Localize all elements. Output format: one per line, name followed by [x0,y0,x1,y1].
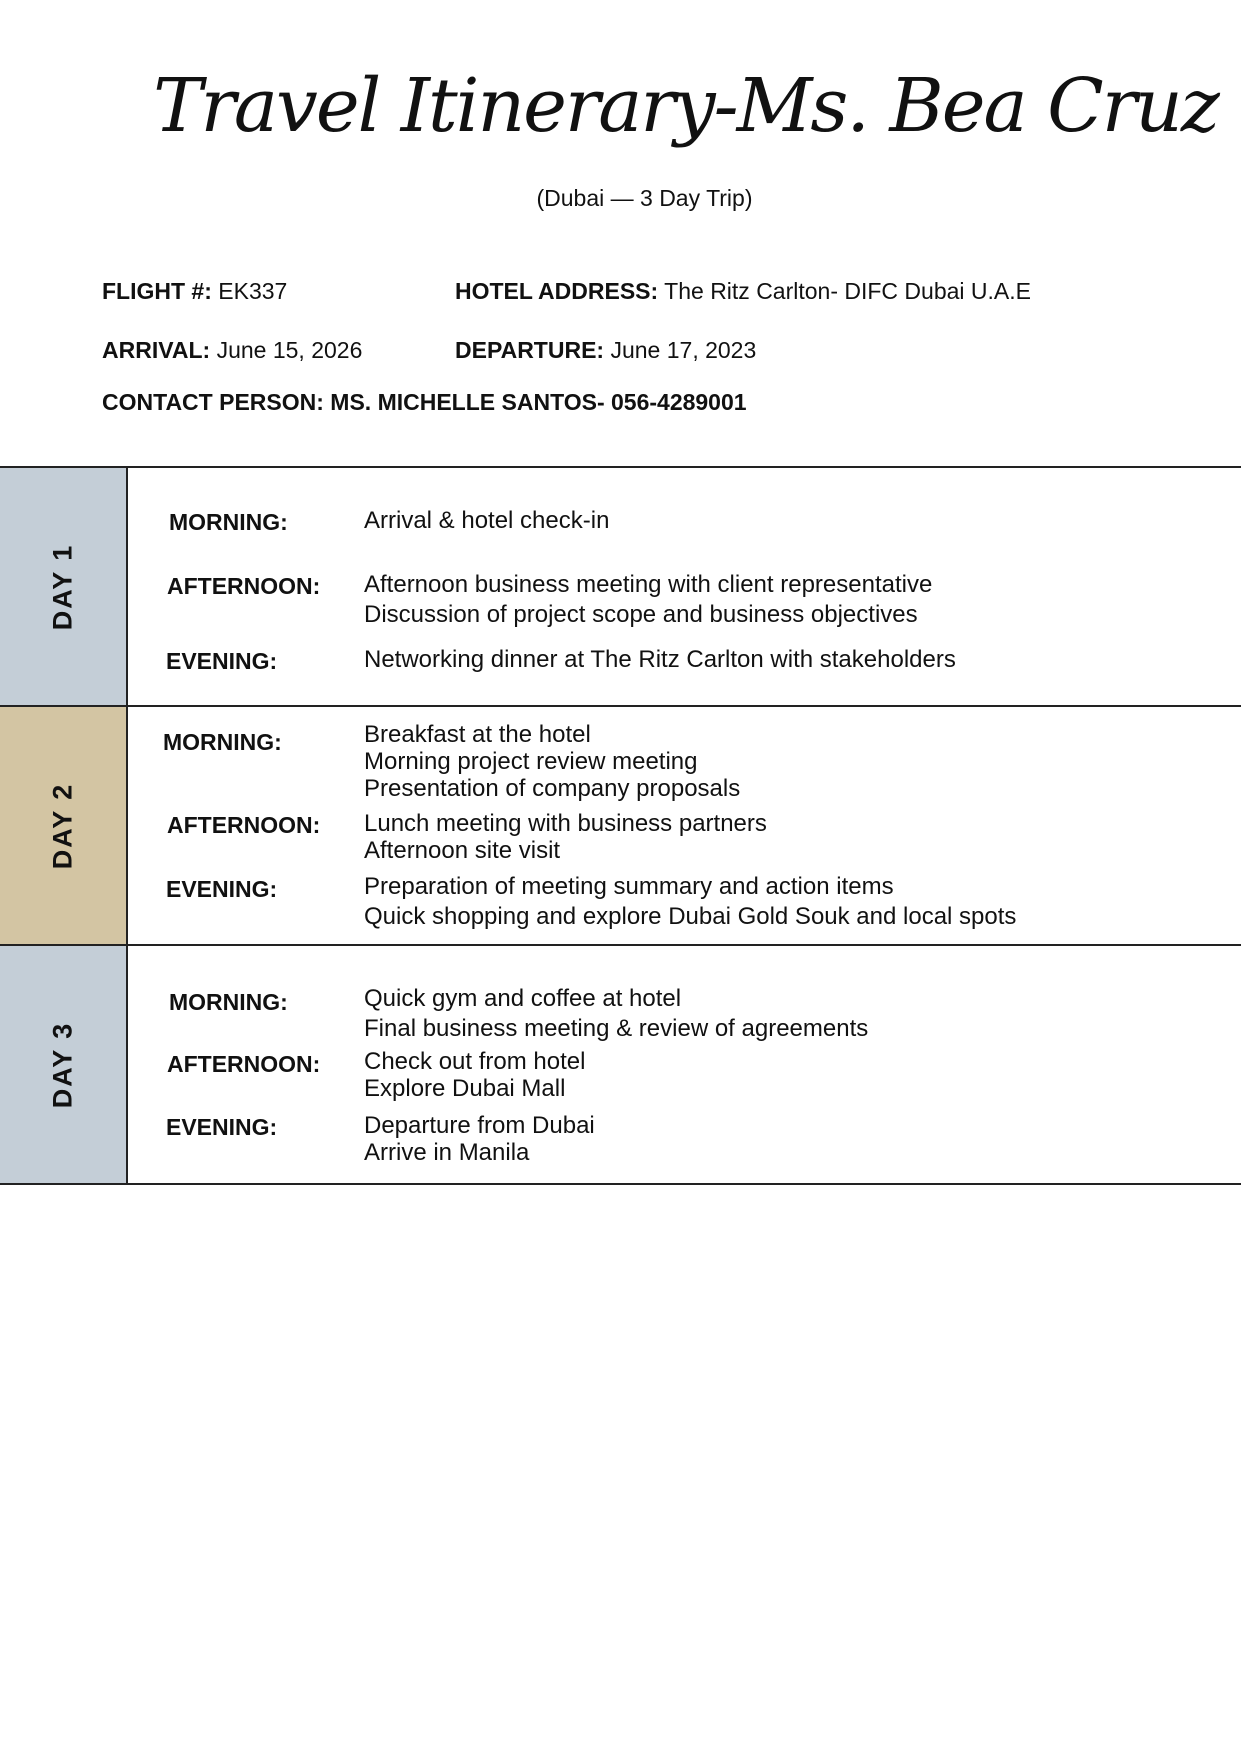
period-label-afternoon: AFTERNOON: [167,573,321,599]
period-activities [364,1112,595,1166]
activity-line: Afternoon site visit [364,837,561,864]
activity-line: Morning project review meeting [364,748,698,775]
day-label: DAY 2 [47,782,78,869]
day-band [0,468,128,705]
period-label-evening: EVENING: [166,1114,278,1140]
activity-line: Lunch meeting with business partners [364,810,767,837]
period-label-evening: EVENING: [166,648,278,674]
contact-person: CONTACT PERSON: MS. MICHELLE SANTOS- 056-4289001 [102,389,747,415]
period-activities [364,872,1016,932]
day-row [0,707,1241,946]
period-activities [364,506,609,536]
period-label-evening: EVENING: [166,876,278,902]
activity-line: Breakfast at the hotel [364,721,591,748]
period-label-afternoon: AFTERNOON: [167,1051,321,1077]
period-activities [364,1048,585,1102]
arrival-label: ARRIVAL: [102,337,211,363]
activity-line: Quick gym and coffee at hotel [364,985,682,1012]
period-label-morning: MORNING: [169,509,288,535]
activity-line: Final business meeting & review of agreements [364,1015,869,1042]
arrival-value: June 15, 2026 [216,337,363,363]
day-row [0,468,1241,707]
day-band [0,946,128,1183]
activity-line: Afternoon business meeting with client representative [364,571,933,598]
hotel-value: The Ritz Carlton- DIFC Dubai U.A.E [664,278,1031,304]
flight-label: FLIGHT #: [102,278,212,304]
activity-line: Networking dinner at The Ritz Carlton with stakeholders [364,646,956,673]
activity-line: Quick shopping and explore Dubai Gold Souk and local spots [364,903,1017,930]
activity-line: Arrive in Manila [364,1139,530,1166]
day-band [0,707,128,944]
activity-line: Discussion of project scope and business objectives [364,601,918,628]
period-activities [364,984,868,1044]
period-activities [364,570,932,630]
hotel-info [455,278,1031,306]
departure-info [455,337,756,365]
activity-line: Departure from Dubai [364,1112,595,1139]
flight-info [102,278,287,306]
day-label: DAY 1 [47,543,78,630]
period-activities [364,810,767,864]
arrival-info [102,337,362,365]
itinerary-schedule [0,466,1241,1185]
flight-value: EK337 [218,278,288,304]
activity-line: Preparation of meeting summary and action items [364,873,894,900]
activity-line: Explore Dubai Mall [364,1075,566,1102]
activity-line: Check out from hotel [364,1048,586,1075]
day-label: DAY 3 [47,1021,78,1108]
hotel-label: HOTEL ADDRESS: [455,278,659,304]
activity-line: Presentation of company proposals [364,775,741,802]
period-activities [364,645,956,675]
departure-value: June 17, 2023 [610,337,757,363]
departure-label: DEPARTURE: [455,337,605,363]
period-label-morning: MORNING: [169,989,288,1015]
day-row [0,946,1241,1185]
document-subtitle: (Dubai — 3 Day Trip) [536,185,753,211]
period-label-afternoon: AFTERNOON: [167,812,321,838]
period-activities [364,721,740,802]
document-title: Travel Itinerary-Ms. Bea Cruz [153,63,1218,149]
period-label-morning: MORNING: [163,729,282,755]
activity-line: Arrival & hotel check-in [364,507,610,534]
